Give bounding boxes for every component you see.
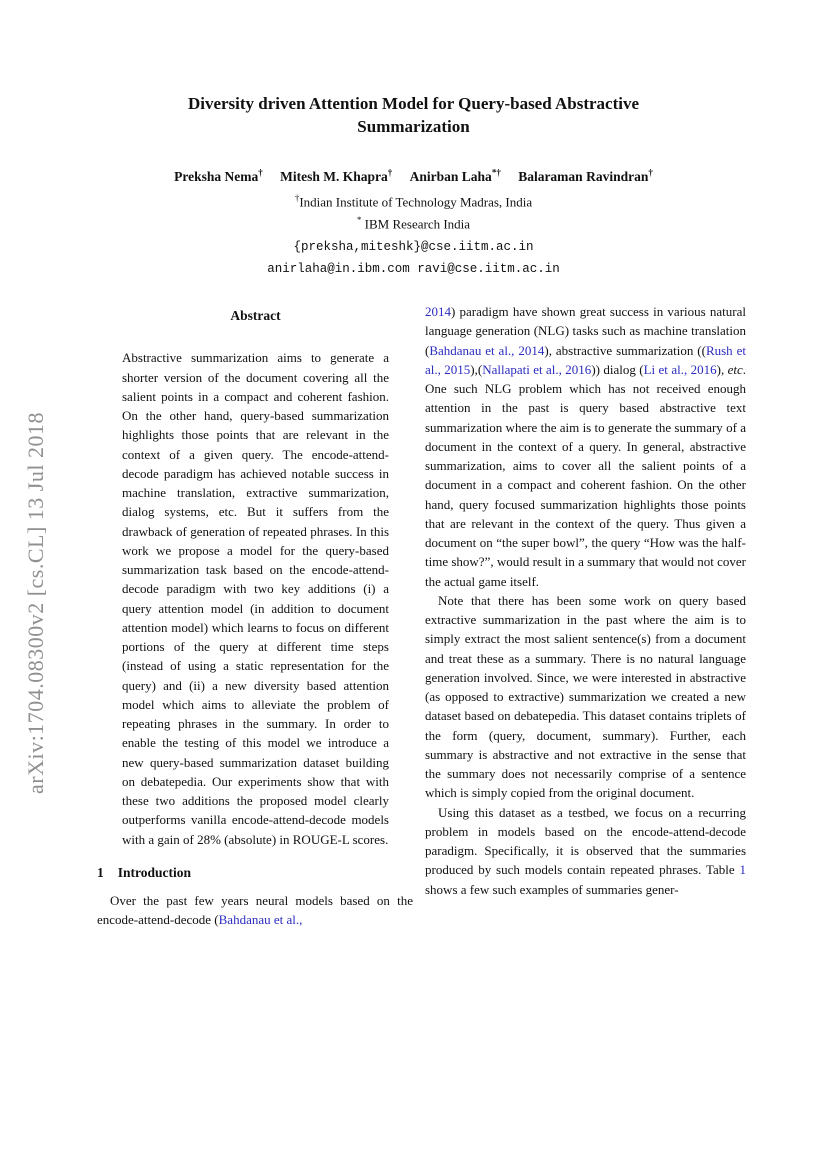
paper-title-line1: Diversity driven Attention Model for Query-based Abstractive bbox=[187, 94, 640, 113]
abstract-section bbox=[122, 306, 389, 849]
author-affiliation-mark: † bbox=[387, 167, 393, 177]
author bbox=[410, 169, 501, 184]
author-line bbox=[0, 164, 827, 185]
section-number: 1 bbox=[97, 864, 104, 880]
author-affiliation-mark: † bbox=[258, 167, 263, 177]
citation-link[interactable]: 2014 bbox=[425, 304, 451, 319]
abstract-heading: Abstract bbox=[230, 308, 281, 323]
affiliation-line bbox=[0, 189, 827, 211]
citation-link[interactable]: Nallapati et al., 2016 bbox=[482, 361, 592, 377]
left-column bbox=[97, 302, 413, 930]
affiliation-text: Indian Institute of Technology Madras, India bbox=[299, 193, 533, 209]
paragraph bbox=[425, 803, 746, 899]
citation-link[interactable]: Rush et al., 2015 bbox=[425, 342, 746, 377]
affiliation-line bbox=[0, 211, 827, 233]
author-affiliation-mark: *† bbox=[491, 167, 501, 177]
paragraph bbox=[425, 302, 746, 591]
citation-link[interactable]: Bahdanau et al., 2014 bbox=[429, 342, 545, 358]
text-segment: ), abstractive summarization (( bbox=[544, 342, 706, 358]
citation-link[interactable]: Li et al., 2016 bbox=[643, 361, 717, 377]
text-segment: )) dialog ( bbox=[591, 361, 644, 377]
text-segment: Note that there has been some work on query based extractive summarization in the past where the aim is to simply extract the most salient sentence(s) from a document and treat these as a summary. There is no natural language generation involved. Since, we were interested in abstractive (as opposed to extractive) summarization we created a new dataset based on debatepedia. This dataset contains triplets of the form (query, document, summary). Further, each summary is abstractive and not extractive in the sense that the summary does not necessarily comprise of a sentence which is simply copied from the original document. bbox=[425, 592, 746, 801]
text-segment: Over the past few years neural models based on the encode-attend-decode ( bbox=[97, 893, 413, 928]
text-segment: ), bbox=[716, 361, 728, 377]
author-name: Balaraman Ravindran bbox=[518, 168, 649, 184]
arxiv-watermark: arXiv:1704.08300v2 [cs.CL] 13 Jul 2018 bbox=[23, 412, 48, 794]
citation-link[interactable]: Bahdanau et al., bbox=[218, 912, 303, 928]
section-heading-introduction bbox=[97, 863, 413, 882]
right-column bbox=[425, 302, 746, 899]
affiliation-text: IBM Research India bbox=[361, 216, 471, 232]
author-name: Anirban Laha bbox=[409, 168, 492, 184]
email-line: {preksha,miteshk}@cse.iitm.ac.in bbox=[293, 240, 534, 255]
text-segment: . One such NLG problem which has not received enough attention in the past is query based abstractive text summarization where the aim is to generate the summary of a document in the context of a query. In general, abstractive summarization, aims to cover all the salient points of a document in a compact and coherent fashion. On the other hand, query focused summarization highlights those points that are relevant in the context of the query. Thus given a document on “the super bowl”, the query “How was the half-time show?”, would result in a summary that would not cover the actual game itself. bbox=[425, 361, 746, 589]
text-segment: ) paradigm have shown great success in various natural language generation (NLG) tasks such as machine translation ( bbox=[425, 304, 746, 358]
text-segment: etc bbox=[727, 361, 743, 377]
text-segment: ),( bbox=[470, 361, 483, 377]
affiliation-mark: † bbox=[294, 192, 300, 203]
abstract-text: Abstractive summarization aims to generate a shorter version of the document covering all the salient points in a compact and coherent fashion. On the other hand, query-based summarization highlights those points that are relevant in the context of a given query. The encode-attend-decode paradigm has achieved notable success in machine translation, extractive summarization, dialog systems, etc. But it suffers from the drawback of generation of repeated phrases. In this work we propose a model for the query-based summarization task based on the encode-attend-decode paradigm with two key additions (i) a query attention model (in addition to document attention model) which learns to focus on different portions of the query at different time steps (instead of using a static representation for the query) and (ii) a new diversity based attention model which aims to alleviate the problem of repeating phrases in the summary. In order to enable the testing of this model we introduce a new query-based summarization dataset building on debatepedia. Our experiments show that with these two additions the proposed model clearly outperforms vanilla encode-attend-decode models with a gain of 28% (absolute) in ROUGE-L scores. bbox=[122, 350, 389, 847]
paragraph bbox=[425, 591, 746, 803]
author-name: Mitesh M. Khapra bbox=[280, 168, 388, 184]
paper-title-line2: Summarization bbox=[357, 117, 470, 136]
paper-title bbox=[94, 92, 734, 138]
text-segment: shows a few such examples of summaries gener- bbox=[425, 881, 679, 897]
section-title: Introduction bbox=[117, 864, 192, 880]
author-affiliation-mark: † bbox=[648, 167, 653, 177]
author bbox=[174, 169, 263, 184]
citation-link[interactable]: 1 bbox=[739, 862, 746, 878]
paragraph bbox=[97, 891, 413, 930]
text-segment: Using this dataset as a testbed, we focus on a recurring problem in models based on the encode-attend-decode paradigm. Specifically, it is observed that the summaries produced by such models contain repeated phrases. Table bbox=[425, 804, 746, 878]
email-line: anirlaha@in.ibm.com ravi@cse.iitm.ac.in bbox=[267, 262, 560, 277]
author bbox=[518, 169, 653, 184]
affiliation-mark: * bbox=[356, 214, 362, 225]
author bbox=[280, 169, 392, 184]
paper-header bbox=[0, 92, 827, 280]
author-name: Preksha Nema bbox=[174, 168, 259, 184]
